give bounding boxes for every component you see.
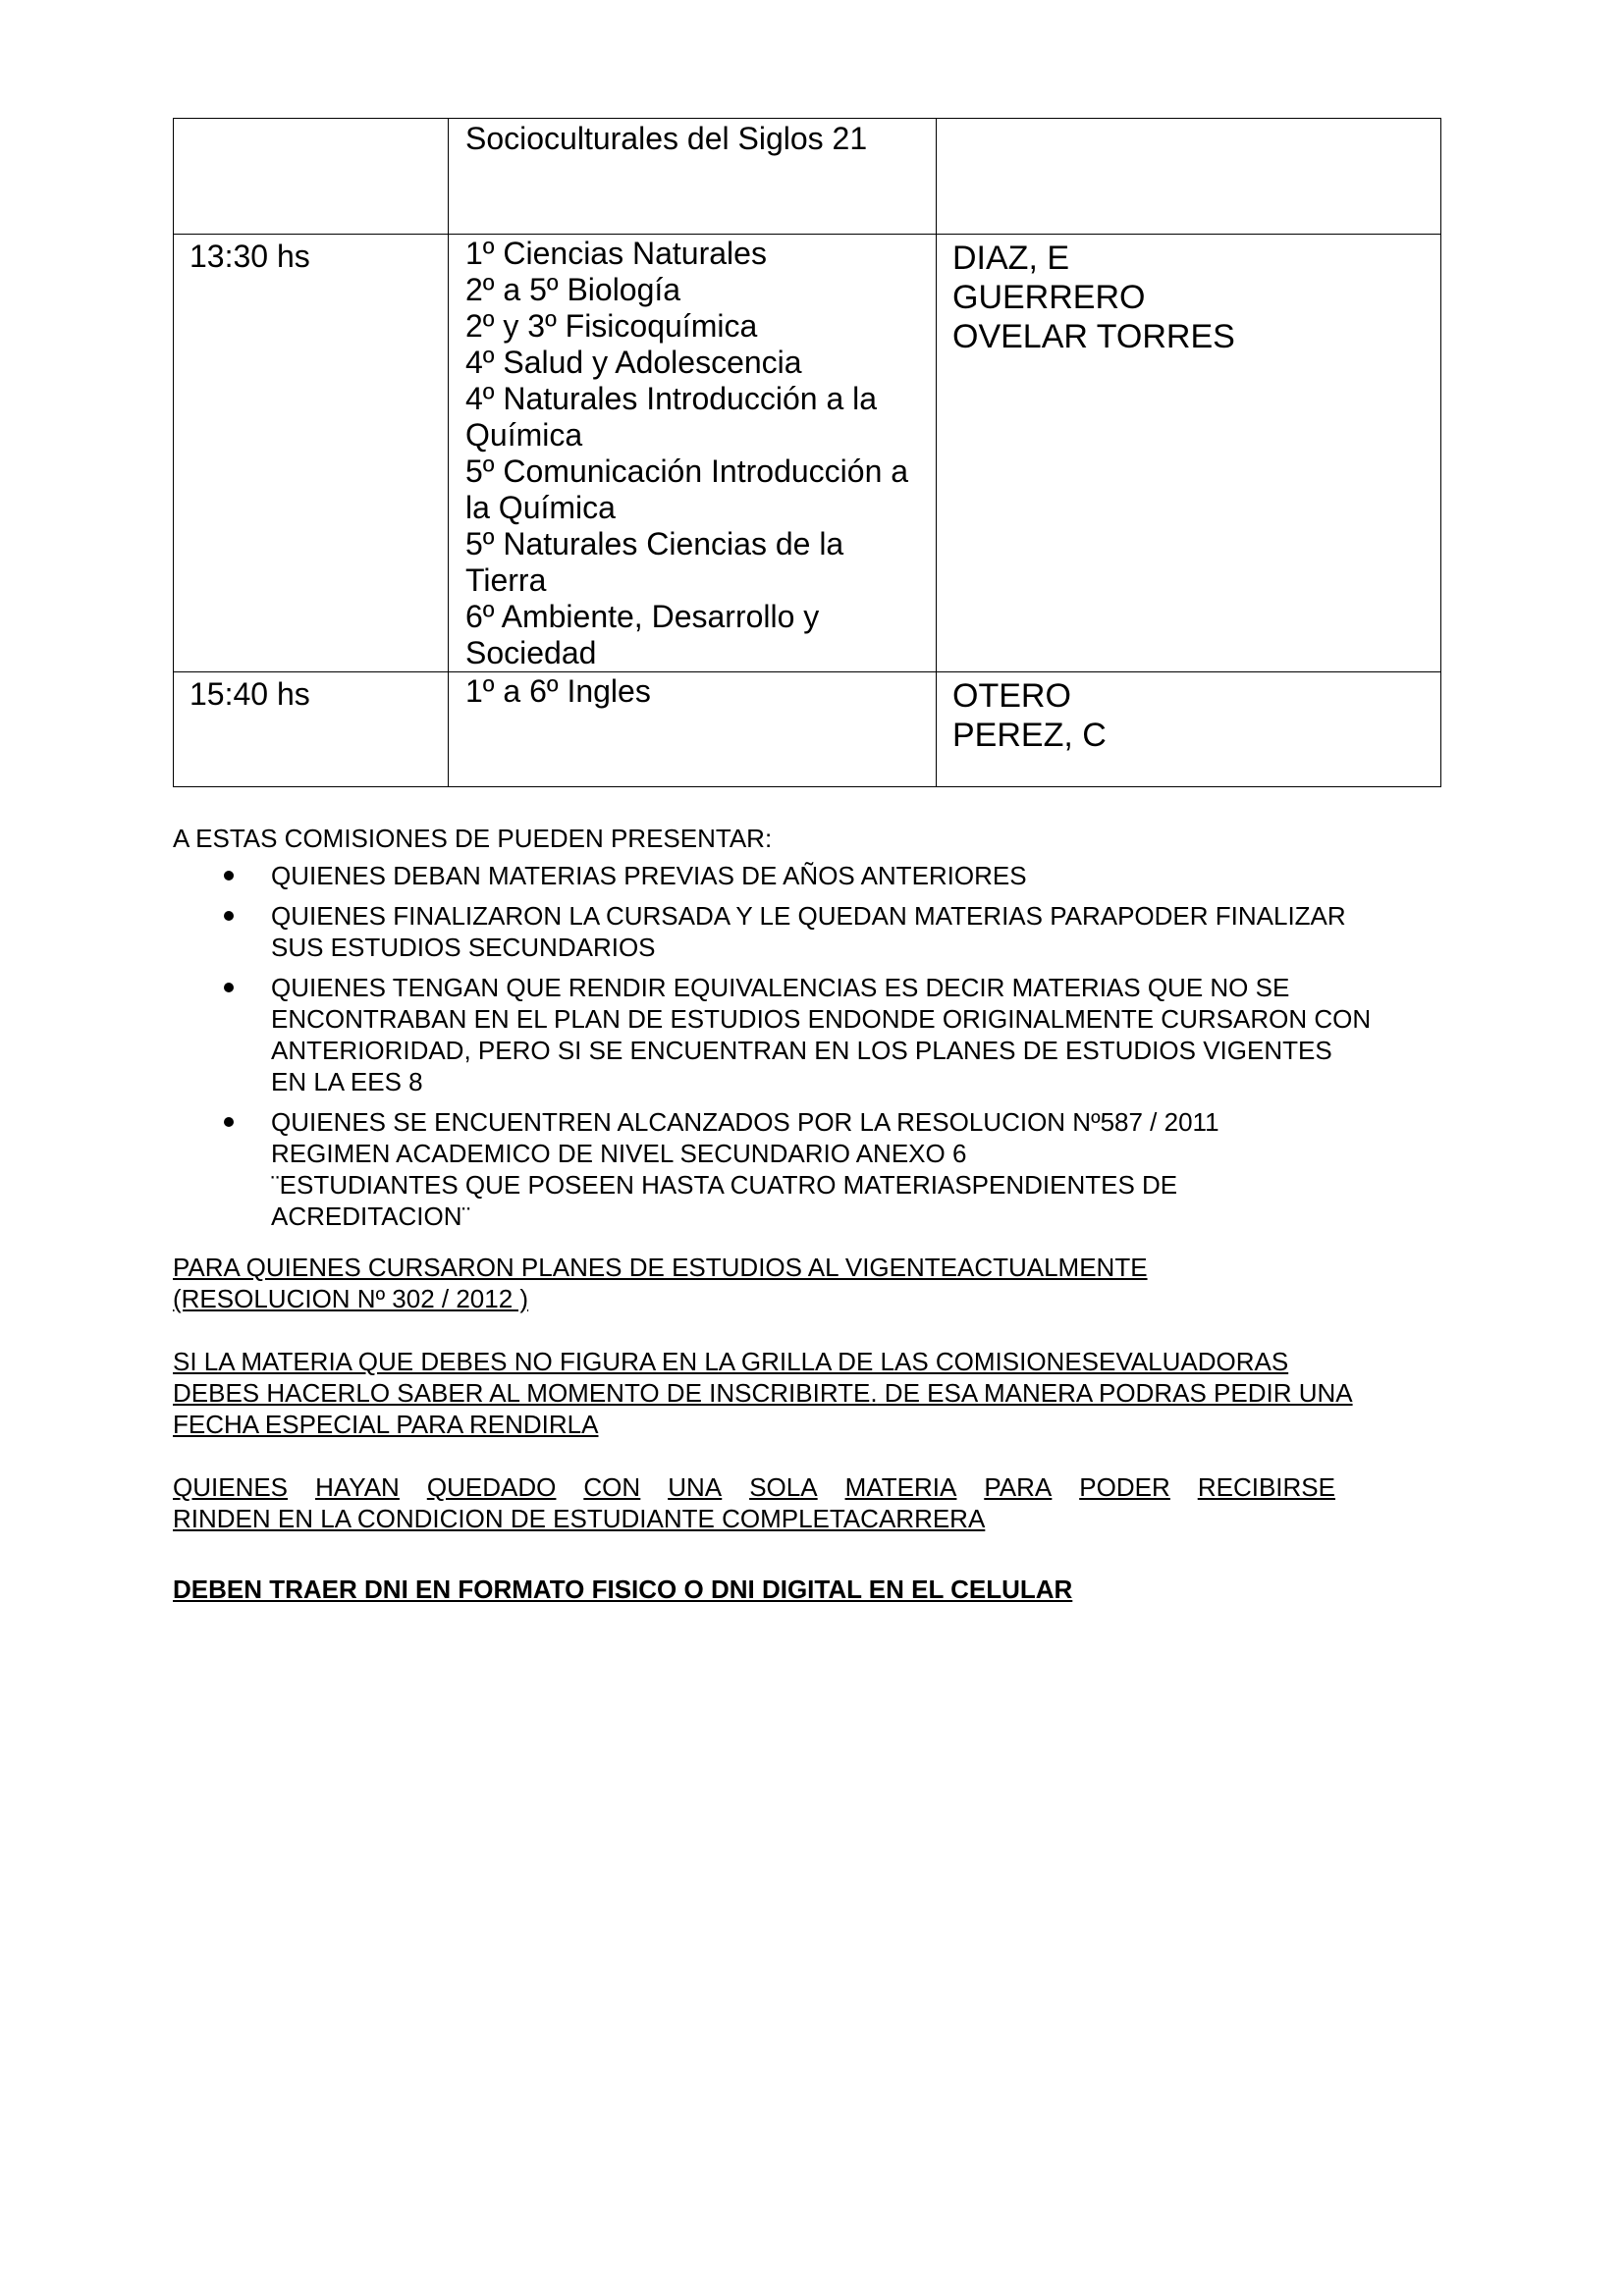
note-word: RECIBIRSE <box>1197 1472 1335 1502</box>
list-item-line: ENCONTRABAN EN EL PLAN DE ESTUDIOS ENDONDE ORIGINALMENTE CURSARON CON <box>271 1004 1372 1034</box>
note-word: PARA <box>984 1472 1053 1502</box>
note-line: FECHA ESPECIAL PARA RENDIRLA <box>173 1410 599 1439</box>
dni-requirement-note <box>173 1574 1469 1605</box>
list-item-line: ANTERIORIDAD, PERO SI SE ENCUENTRAN EN LOS PLANES DE ESTUDIOS VIGENTES <box>271 1036 1332 1065</box>
dni-requirement: DEBEN TRAER DNI EN FORMATO FISICO O DNI DIGITAL EN EL CELULAR <box>173 1575 1073 1604</box>
missing-subject-note <box>173 1346 1469 1440</box>
note-fragment: DE ESA MANERA PODRAS PEDIR UNA <box>877 1378 1353 1408</box>
list-item <box>173 860 1469 891</box>
subject-line: la Química <box>465 490 616 525</box>
subject-line: 5º Naturales Ciencias de la <box>465 526 844 561</box>
eligibility-list <box>173 860 1469 1232</box>
list-item <box>173 1106 1469 1232</box>
professors-cell <box>937 235 1441 672</box>
list-item-line: QUIENES TENGAN QUE RENDIR EQUIVALENCIAS ES DECIR MATERIAS QUE NO SE <box>271 973 1290 1002</box>
list-item-line: REGIMEN ACADEMICO DE NIVEL SECUNDARIO ANEXO 6 <box>271 1139 967 1168</box>
eligibility-intro: A ESTAS COMISIONES DE PUEDEN PRESENTAR: <box>173 824 773 853</box>
subject-line: 1º a 6º Ingles <box>465 673 651 709</box>
time-label: 13:30 hs <box>189 239 310 274</box>
note-line: (RESOLUCION Nº 302 / 2012 ) <box>173 1284 529 1313</box>
bullet-icon <box>224 911 234 921</box>
note-word: QUIENES <box>173 1472 289 1502</box>
subject-line: 4º Naturales Introducción a la <box>465 381 878 416</box>
list-item <box>173 900 1469 963</box>
note-word: PODER <box>1079 1472 1170 1502</box>
table-row <box>174 672 1441 787</box>
subjects-cell <box>449 672 937 787</box>
note-word: CON <box>583 1472 641 1502</box>
list-item-line: QUIENES DEBAN MATERIAS PREVIAS DE AÑOS ANTERIORES <box>271 861 1027 890</box>
professor-name: GUERRERO <box>952 279 1146 316</box>
time-cell <box>174 235 449 672</box>
subject-line: 2º y 3º Fisicoquímica <box>465 308 758 344</box>
professors-cell <box>937 672 1441 787</box>
note-line <box>173 1377 1469 1409</box>
list-item-line: SUS ESTUDIOS SECUNDARIOS <box>271 933 656 962</box>
subject-line: 5º Comunicación Introducción a <box>465 454 909 489</box>
table-row <box>174 119 1441 235</box>
professor-name: OTERO <box>952 677 1071 715</box>
subject-line: Tierra <box>465 562 547 598</box>
professor-name: DIAZ, E <box>952 240 1070 277</box>
subject-line: Química <box>465 417 583 453</box>
notes-section <box>173 823 1469 1605</box>
bullet-icon <box>224 871 234 881</box>
subject-line: 6º Ambiente, Desarrollo y <box>465 599 820 634</box>
bullet-icon <box>224 1117 234 1127</box>
note-line: SI LA MATERIA QUE DEBES NO FIGURA EN LA GRILLA DE LAS COMISIONESEVALUADORAS <box>173 1347 1289 1376</box>
subject-line: 1º Ciencias Naturales <box>465 236 767 271</box>
time-cell <box>174 119 449 235</box>
list-item-line: ACREDITACION¨ <box>271 1201 471 1231</box>
note-word: MATERIA <box>844 1472 957 1502</box>
subject-line: Socioculturales del Siglos 21 <box>465 121 868 156</box>
list-item-line: ¨ESTUDIANTES QUE POSEEN HASTA CUATRO MATERIASPENDIENTES DE <box>271 1170 1178 1200</box>
note-word: QUEDADO <box>426 1472 557 1502</box>
current-plan-note <box>173 1252 1469 1314</box>
note-fragment: DEBES HACERLO SABER AL MOMENTO DE INSCRIBIRTE. <box>173 1378 878 1408</box>
time-label: 15:40 hs <box>189 676 310 712</box>
note-line-justified <box>173 1471 1335 1503</box>
subjects-cell <box>449 119 937 235</box>
list-item-line: EN LA EES 8 <box>271 1067 423 1096</box>
single-subject-note <box>173 1471 1469 1534</box>
list-item <box>173 972 1469 1097</box>
table-row <box>174 235 1441 672</box>
professor-name: PEREZ, C <box>952 717 1107 754</box>
time-cell <box>174 672 449 787</box>
bullet-icon <box>224 983 234 992</box>
note-line: PARA QUIENES CURSARON PLANES DE ESTUDIOS AL VIGENTEACTUALMENTE <box>173 1253 1148 1282</box>
professors-cell <box>937 119 1441 235</box>
note-word: SOLA <box>749 1472 818 1502</box>
list-item-line: QUIENES FINALIZARON LA CURSADA Y LE QUEDAN MATERIAS PARAPODER FINALIZAR <box>271 901 1346 931</box>
exam-schedule-table <box>173 118 1441 787</box>
note-word: UNA <box>668 1472 723 1502</box>
list-item-line: QUIENES SE ENCUENTREN ALCANZADOS POR LA RESOLUCION Nº587 / 2011 <box>271 1107 1219 1137</box>
note-word: HAYAN <box>315 1472 400 1502</box>
subject-line: 2º a 5º Biología <box>465 272 681 307</box>
subject-line: 4º Salud y Adolescencia <box>465 345 802 380</box>
subjects-cell <box>449 235 937 672</box>
professor-name: OVELAR TORRES <box>952 318 1235 355</box>
subject-line: Sociedad <box>465 635 597 670</box>
note-line: RINDEN EN LA CONDICION DE ESTUDIANTE COMPLETACARRERA <box>173 1504 986 1533</box>
